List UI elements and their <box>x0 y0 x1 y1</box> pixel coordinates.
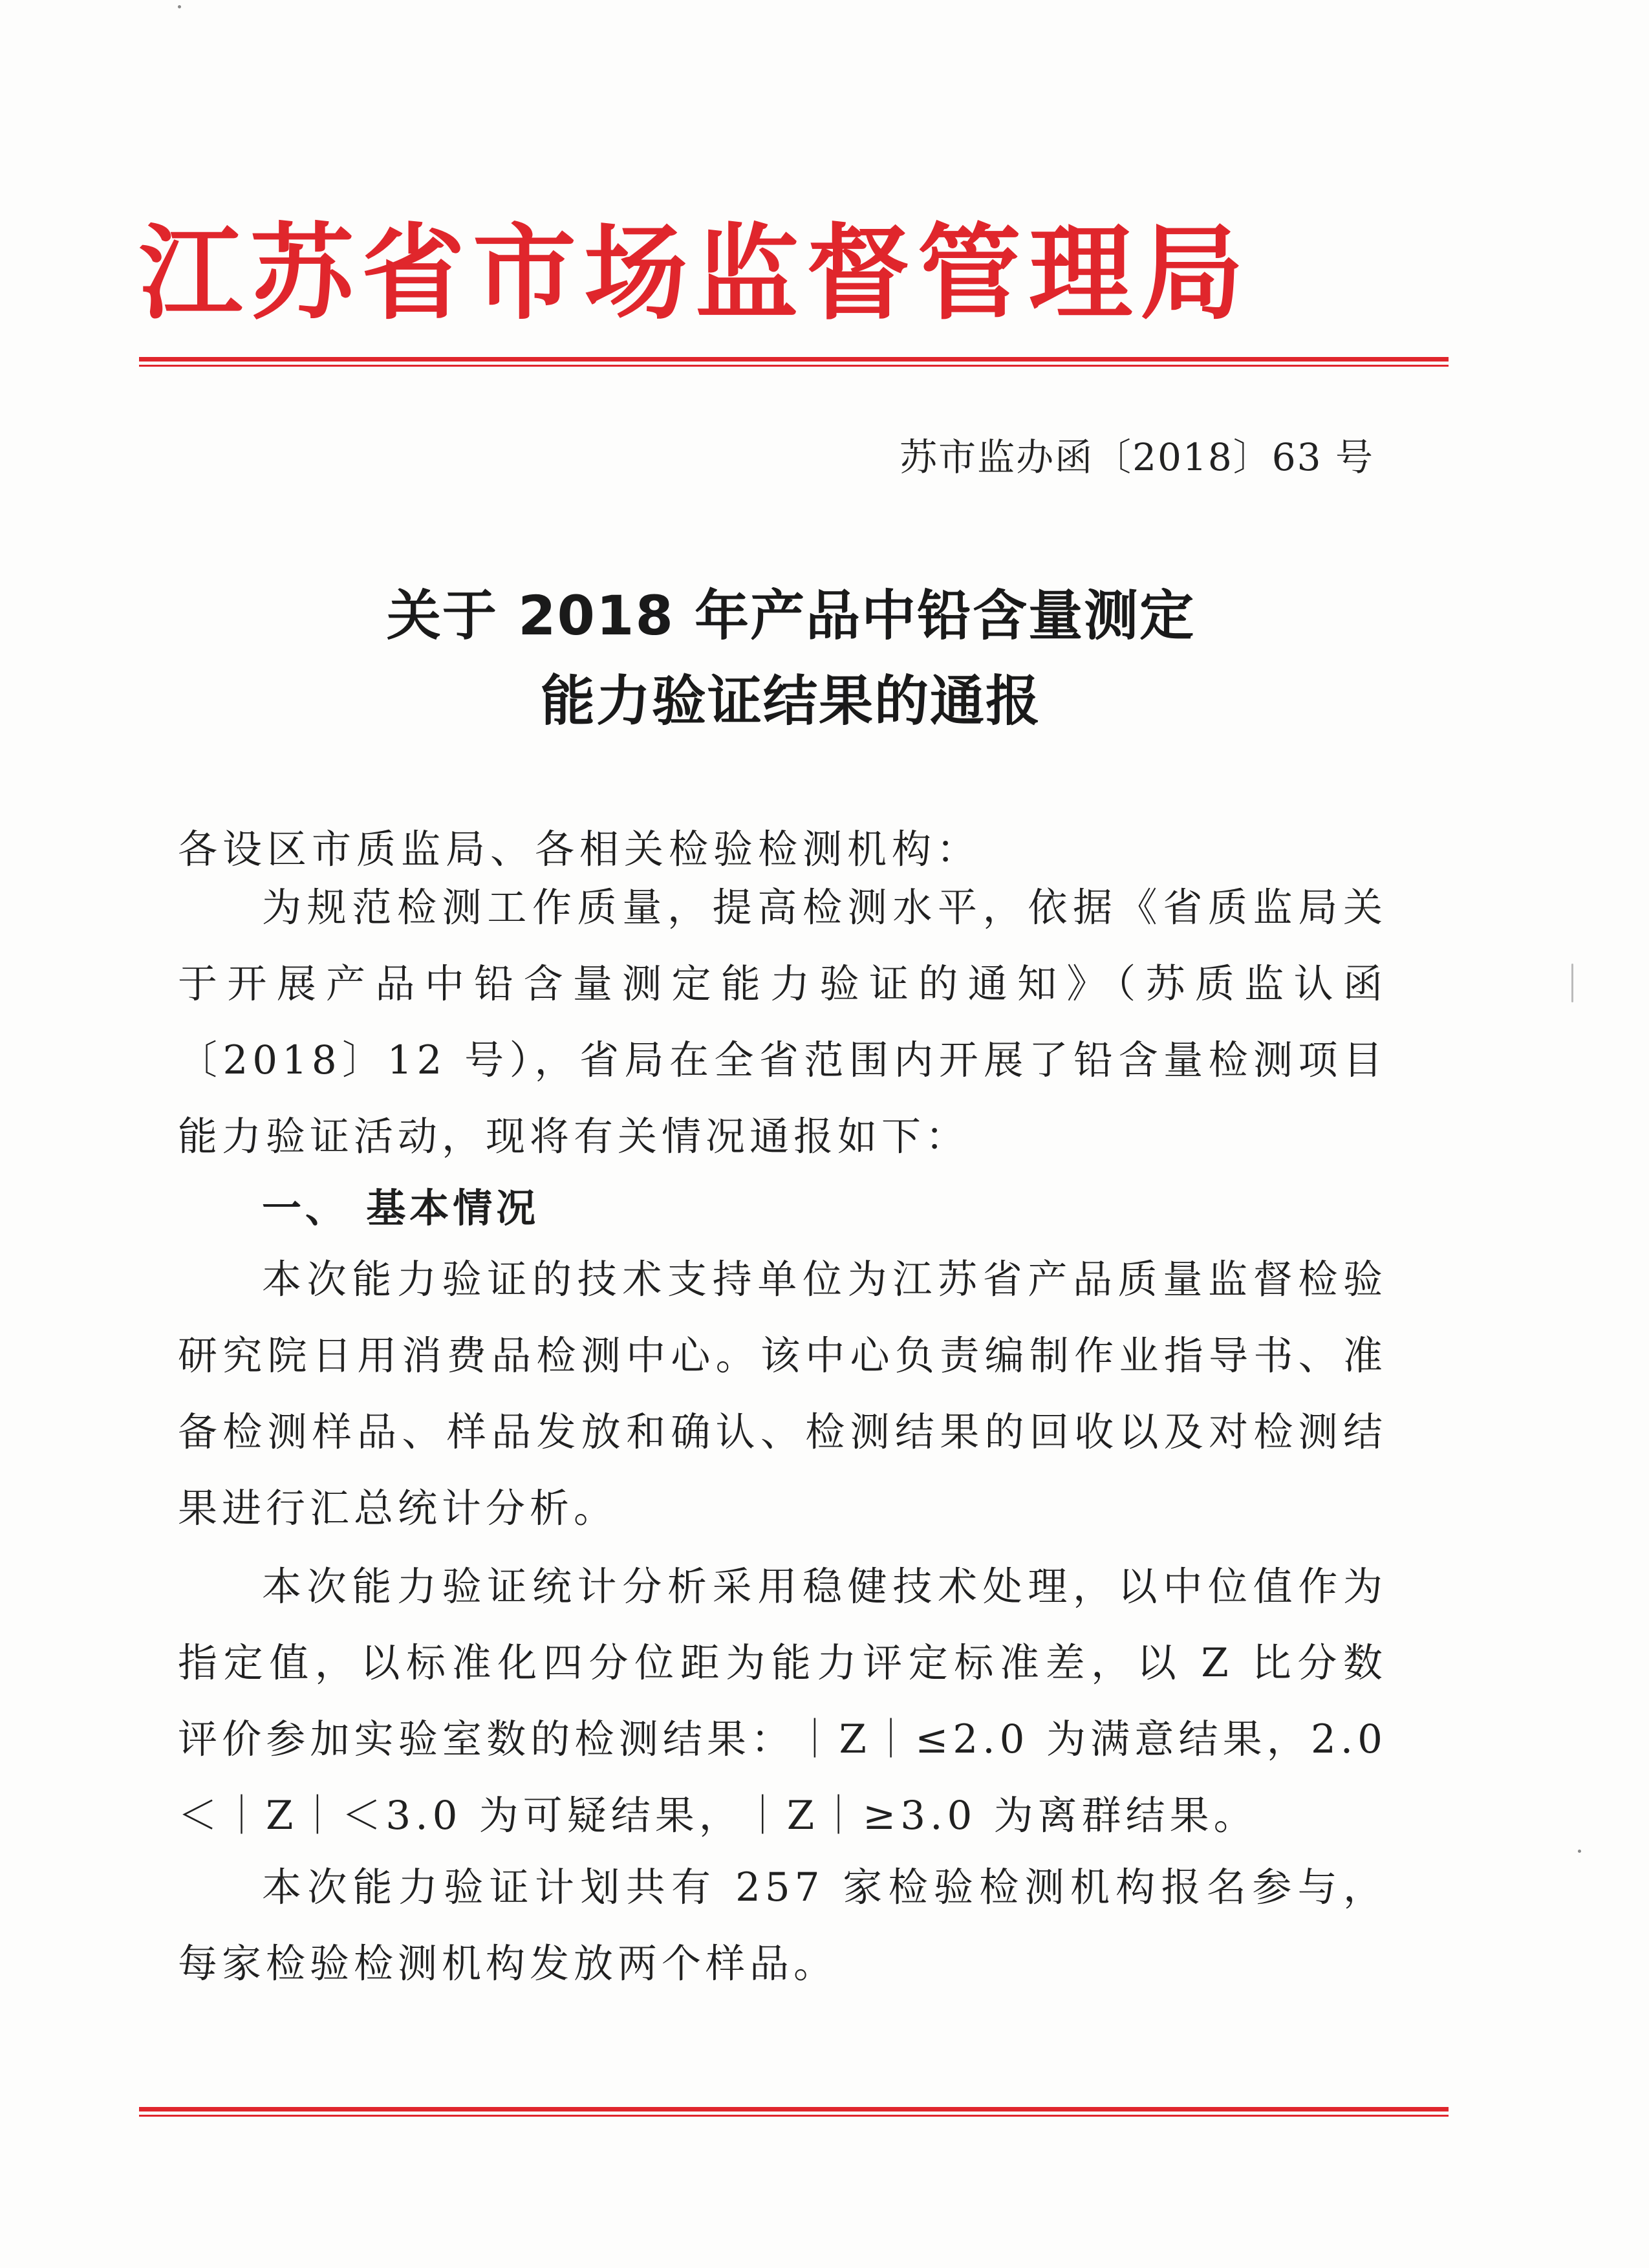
scan-mark <box>1571 964 1573 1002</box>
letterhead-org-name: 江苏省市场监督管理局 <box>139 212 1252 334</box>
scan-speck <box>1578 1850 1581 1853</box>
document-title-line-2: 能力验证结果的通报 <box>540 669 1041 733</box>
footer-red-rule <box>139 2107 1449 2117</box>
section-paragraph: 本次能力验证计划共有 257 家检验检测机构报名参与，每家检验检测机构发放两个样品。 <box>178 1864 1387 1987</box>
document-title-line-1: 关于 2018 年产品中铅含量测定 <box>386 584 1196 647</box>
letterhead-red-rule <box>139 357 1449 367</box>
scan-speck <box>178 5 181 8</box>
section-heading-basic-info: 一、 基本情况 <box>262 1185 540 1231</box>
section-paragraph: 本次能力验证的技术支持单位为江苏省产品质量监督检验研究院日用消费品检测中心。该中心负责编制作业指导书、准备检测样品、样品发放和确认、检测结果的回收以及对检测结果进行汇总统计分析。 <box>178 1257 1387 1531</box>
intro-paragraph: 为规范检测工作质量，提高检测水平，依据《省质监局关于开展产品中铅含量测定能力验证的通知》（苏质监认函〔2018〕12 号），省局在全省范围内开展了铅含量检测项目能力验证活动，现将有关情况通报如下： <box>178 885 1387 1160</box>
document-number: 苏市监办函〔2018〕63 号 <box>900 435 1374 479</box>
section-paragraph: 本次能力验证统计分析采用稳健技术处理，以中位值作为指定值，以标准化四分位距为能力评定标准差，以 Z 比分数评价参加实验室数的检测结果：｜Z｜≤2.0 为满意结果，2.0＜｜Z｜＜3.0 为可疑结果，｜Z｜≥3.0 为离群结果。 <box>178 1564 1387 1839</box>
salutation: 各设区市质监局、各相关检验检测机构： <box>178 826 982 872</box>
